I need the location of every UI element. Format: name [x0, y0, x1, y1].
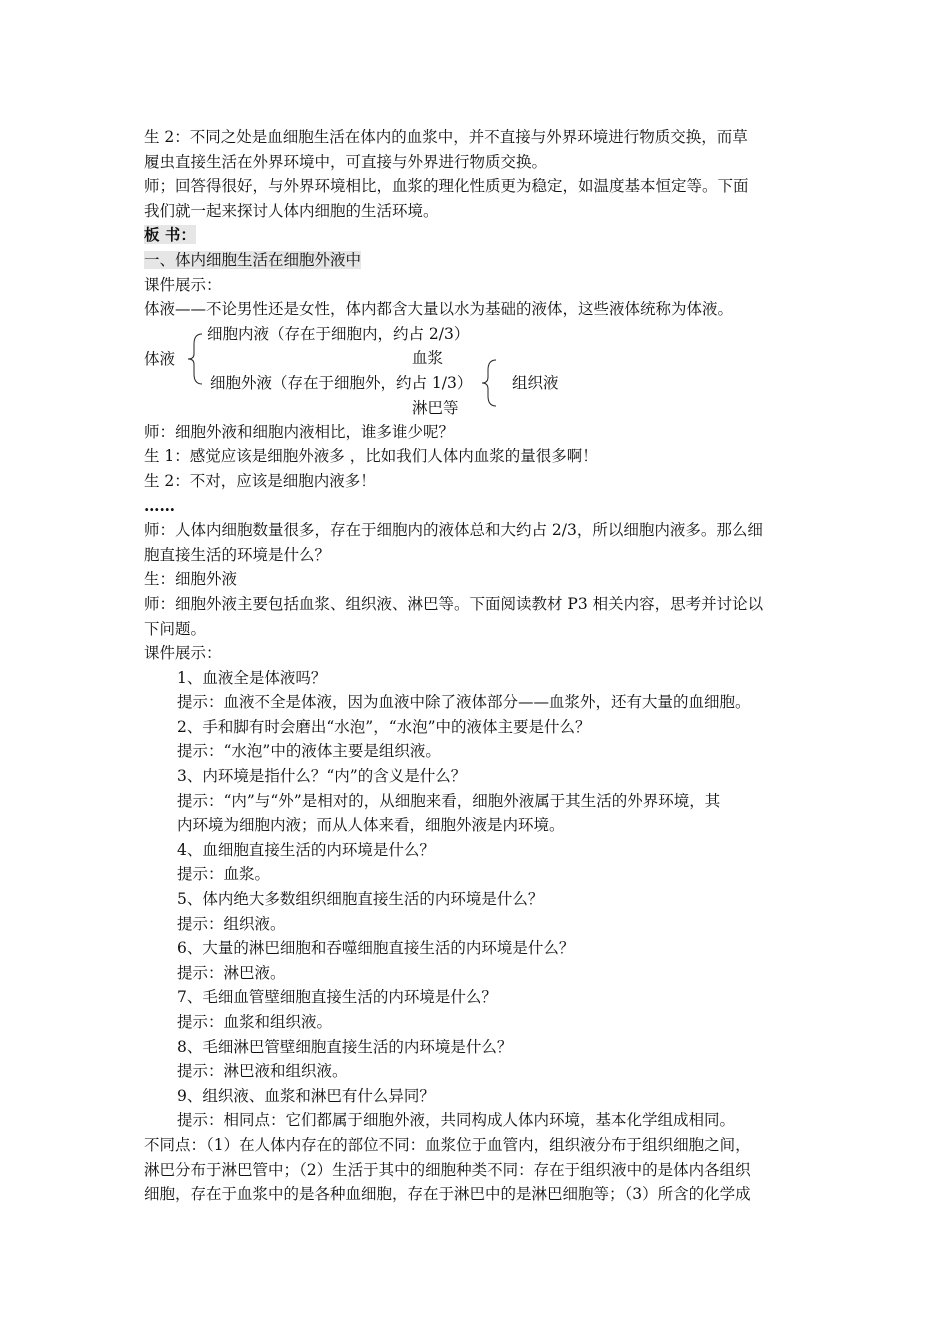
intro-line: 生 2：不同之处是血细胞生活在体内的血浆中，并不直接与外界环境进行物质交换，而草 [144, 128, 748, 146]
hint-line: 提示：相同点：它们都属于细胞外液，共同构成人体内环境，基本化学组成相同。 [177, 1111, 736, 1130]
diagram-intracellular: 细胞内液（存在于细胞内，约占 2/3） [207, 324, 470, 343]
dialogue-line: 生：细胞外液 [144, 570, 238, 589]
diagram-lymph: 淋巴等 [412, 398, 459, 417]
question-line: 4、血细胞直接生活的内环境是什么？ [177, 840, 435, 859]
dialogue-line: 师：细胞外液和细胞内液相比，谁多谁少呢？ [144, 422, 455, 441]
question-line: 1、血液全是体液吗？ [177, 668, 327, 687]
intro-line: 我们就一起来探讨人体内细胞的生活环境。 [144, 201, 439, 220]
hint-line: 提示：组织液。 [177, 914, 286, 933]
right-brace [482, 360, 496, 406]
question-line: 2、手和脚有时会磨出“水泡”，“水泡”中的液体主要是什么？ [177, 717, 591, 736]
hint-line: 提示：“内”与“外”是相对的，从细胞来看，细胞外液属于其生活的外界环境，其 [177, 791, 721, 810]
dialogue-line: 下问题。 [144, 619, 207, 638]
dialogue-line: 师：人体内细胞数量很多，存在于细胞内的液体总和大约占 2/3，所以细胞内液多。那么细 [144, 521, 763, 540]
question-line: 3、内环境是指什么？“内”的含义是什么？ [177, 767, 467, 786]
question-line: 8、毛细淋巴管壁细胞直接生活的内环境是什么？ [177, 1037, 513, 1056]
final-line: 淋巴分布于淋巴管中；（2）生活于其中的细胞种类不同：存在于组织液中的是体内各组织 [144, 1160, 751, 1179]
hint-line: 提示：淋巴液和组织液。 [177, 1062, 348, 1081]
definition-line: 体液——不论男性还是女性，体内都含大量以水为基础的液体，这些液体统称为体液。 [144, 300, 734, 319]
courseware-label: 课件展示： [144, 275, 222, 294]
question-line: 5、体内绝大多数组织细胞直接生活的内环境是什么？ [177, 890, 544, 909]
question-line: 6、大量的淋巴细胞和吞噬细胞直接生活的内环境是什么？ [177, 939, 575, 958]
diagram-plasma: 血浆 [412, 348, 444, 367]
dialogue-line: 胞直接生活的环境是什么？ [144, 545, 331, 564]
question-line: 7、毛细血管壁细胞直接生活的内环境是什么？ [177, 988, 497, 1007]
ellipsis: …… [144, 495, 175, 515]
document-body [144, 125, 810, 1207]
final-line: 不同点：（1）在人体内存在的部位不同：血浆位于血管内，组织液分布于组织细胞之间， [144, 1135, 751, 1154]
section-heading: 一、体内细胞生活在细胞外液中 [144, 250, 362, 269]
final-line: 细胞，存在于血浆中的是各种血细胞，存在于淋巴中的是淋巴细胞等；（3）所含的化学成 [144, 1185, 751, 1204]
diagram-extracellular: 细胞外液（存在于细胞外，约占 1/3） [210, 373, 473, 392]
diagram-root: 体液 [144, 349, 176, 368]
dialogue-line: 师：细胞外液主要包括血浆、组织液、淋巴等。下面阅读教材 P3 相关内容，思考并讨论以 [144, 594, 764, 613]
body-fluid-diagram [144, 322, 810, 420]
courseware-label: 课件展示： [144, 644, 222, 663]
hint-line: 提示：“水泡”中的液体主要是组织液。 [177, 742, 441, 761]
dialogue-line: 生 1：感觉应该是细胞外液多 ，比如我们人体内血浆的量很多啊！ [144, 447, 598, 466]
intro-line: 履虫直接生活在外界环境中，可直接与外界进行物质交换。 [144, 152, 548, 171]
diagram-tissue-fluid: 组织液 [512, 373, 559, 392]
left-brace [188, 334, 202, 384]
hint-line: 提示：淋巴液。 [177, 963, 286, 982]
intro-line: 师；回答得很好，与外界环境相比，血浆的理化性质更为稳定，如温度基本恒定等。下面 [144, 177, 749, 196]
board-label: 板 书： [144, 225, 196, 245]
hint-line: 内环境为细胞内液；而从人体来看，细胞外液是内环境。 [177, 816, 565, 835]
hint-line: 提示：血浆。 [177, 865, 271, 884]
hint-line: 提示：血液不全是体液，因为血液中除了液体部分——血浆外，还有大量的血细胞。 [177, 693, 751, 712]
hint-line: 提示：血浆和组织液。 [177, 1013, 333, 1031]
dialogue-line: 生 2：不对，应该是细胞内液多！ [144, 471, 376, 490]
question-line: 9、组织液、血浆和淋巴有什么异同？ [177, 1086, 435, 1105]
